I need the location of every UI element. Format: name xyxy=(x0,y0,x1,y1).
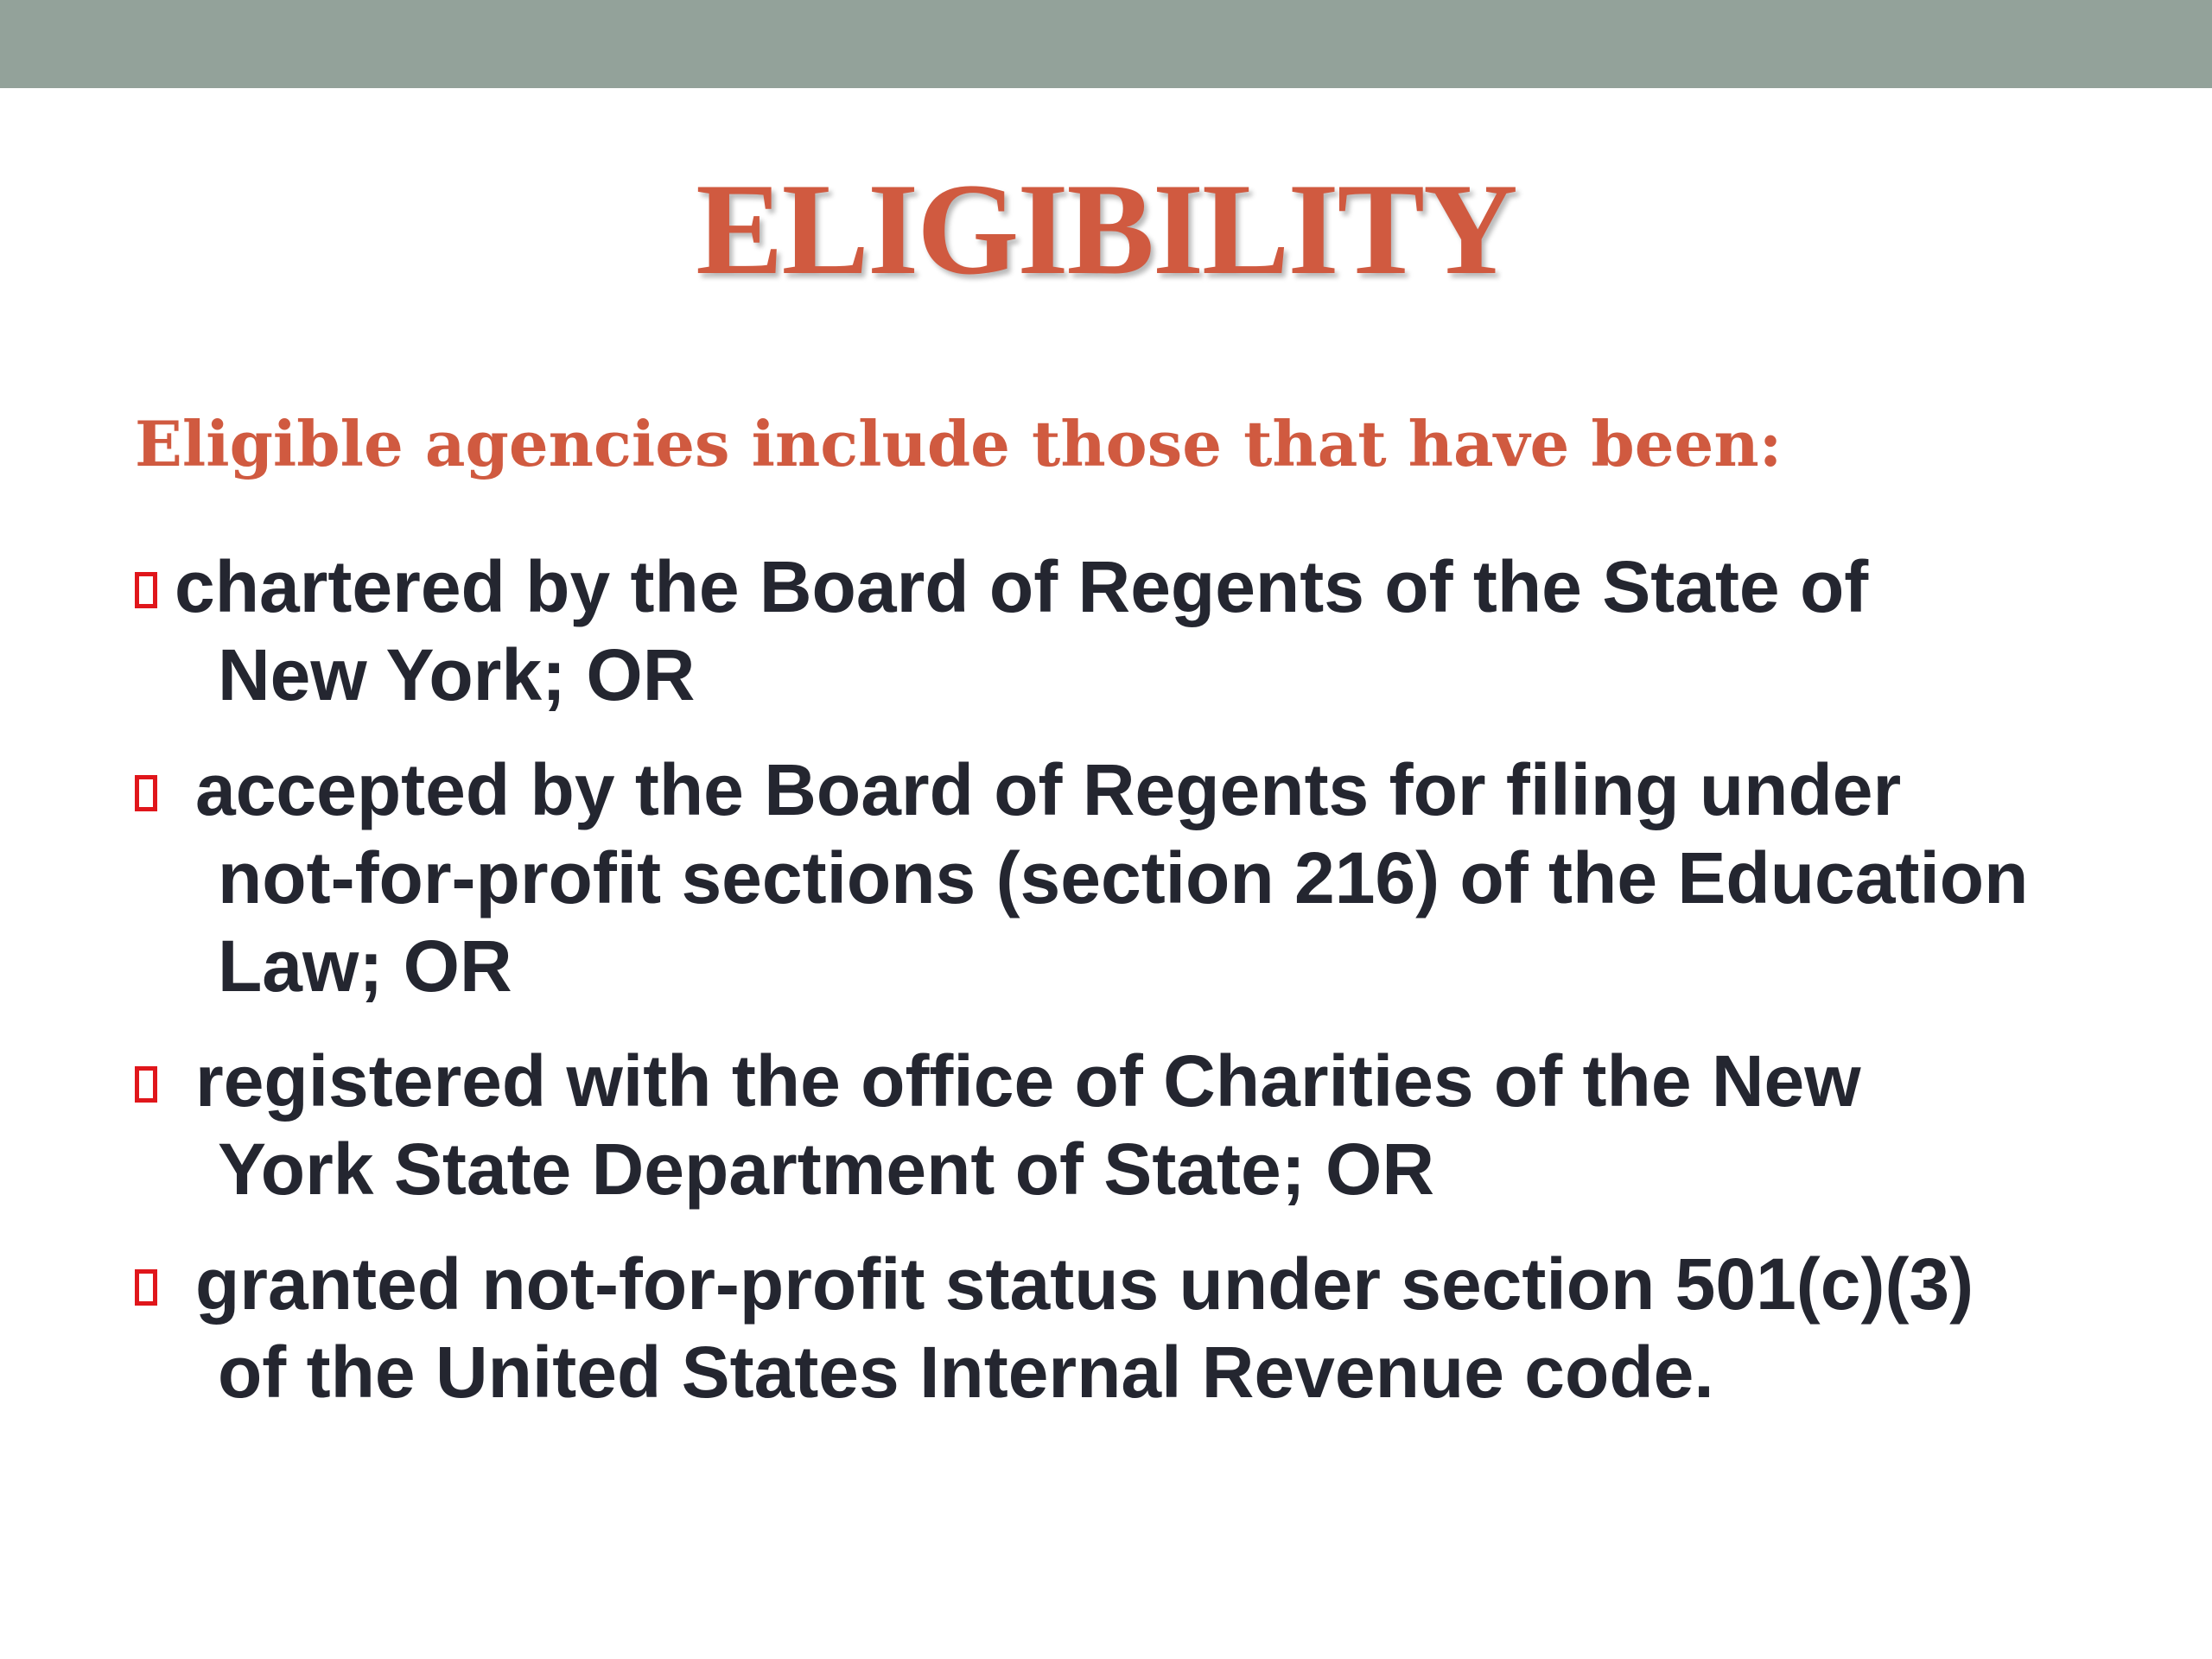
bullet-continuation: New York; OR xyxy=(218,634,696,715)
bullet-continuation: not-for-profit sections (section 216) of the Education Law; OR xyxy=(218,837,2029,1007)
bullet-first-line: registered with the office of Charities of the New xyxy=(195,1040,1861,1122)
bullet-text xyxy=(195,746,2122,1010)
box-glyph-icon xyxy=(135,775,157,811)
bullet-text xyxy=(195,1037,2122,1213)
bullet-item xyxy=(135,1037,2122,1213)
bullet-text xyxy=(175,543,2122,719)
slide-title: ELIGIBILITY xyxy=(696,156,1516,302)
box-glyph-icon xyxy=(135,1269,157,1306)
box-glyph-icon xyxy=(135,1066,157,1103)
bullet-list xyxy=(135,543,2122,1443)
bullet-item xyxy=(135,543,2122,719)
bullet-continuation: of the United States Internal Revenue code. xyxy=(218,1332,1714,1413)
bullet-item xyxy=(135,746,2122,1010)
box-glyph-icon xyxy=(135,572,157,608)
bullet-item xyxy=(135,1240,2122,1416)
bullet-first-line: chartered by the Board of Regents of the State of xyxy=(175,546,1869,627)
slide-subtitle: Eligible agencies include those that have been: xyxy=(135,407,1783,480)
bullet-first-line: granted not-for-profit status under section 501(c)(3) xyxy=(195,1243,1974,1325)
bullet-text xyxy=(195,1240,2122,1416)
top-band xyxy=(0,0,2212,88)
bullet-continuation: York State Department of State; OR xyxy=(218,1128,1435,1210)
bullet-first-line: accepted by the Board of Regents for filing under xyxy=(195,749,1902,830)
